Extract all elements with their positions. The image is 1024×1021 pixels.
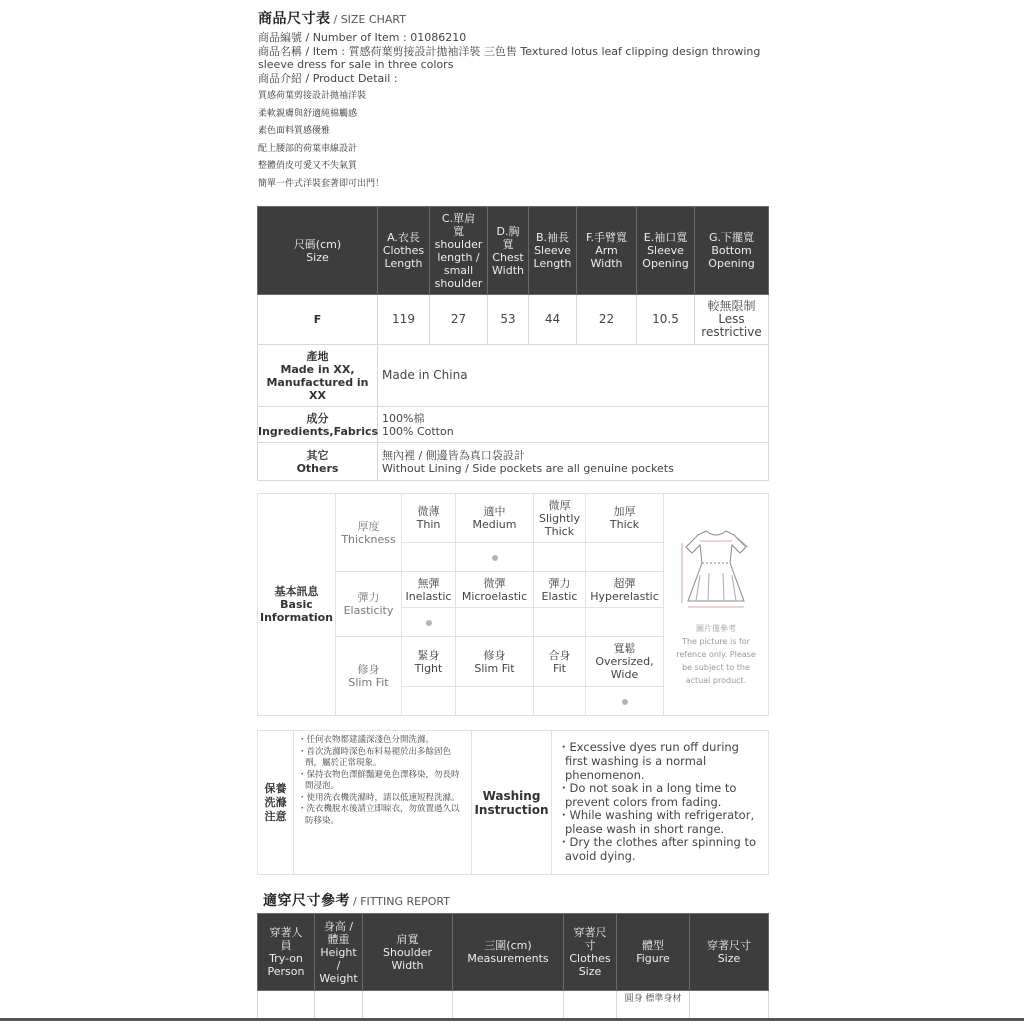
fit-option-tight: 緊身 Tight	[402, 637, 456, 687]
header-bottom-opening: G.下擺寬 Bottom Opening	[695, 207, 769, 295]
header-figure: 體型 Figure	[617, 914, 690, 991]
thickness-option-medium: 適中 Medium	[456, 494, 534, 543]
fitting-row	[258, 991, 769, 1019]
header-clothes-length: A.衣長 Clothes Length	[378, 207, 430, 295]
fitting-table	[257, 913, 769, 1019]
detail-line: 質感荷葉剪接設計拋袖洋裝	[258, 91, 367, 101]
fit-mark-tight	[402, 687, 456, 716]
fit-measurements-cell	[453, 991, 564, 1019]
basic-info-table	[257, 493, 769, 716]
others-value: 無內裡 / 側邊皆為真口袋設計 Without Lining / Side pockets are all genuine pockets	[378, 443, 769, 481]
header-clothes-size: 穿著尺 寸 Clothes Size	[564, 914, 617, 991]
detail-line: 素色面料質感優雅	[258, 126, 331, 137]
header-wear-size: 穿著尺寸 Size	[690, 914, 769, 991]
care-instructions-zh: ・任何衣物都建議深淺色分開洗滌。 ・首次洗滌時深色布料易褪於出多餘固色劑，屬於正常現象。 ・保持衣物色澤鮮豔避免色澤移染，勿長時間浸泡。 ・使用洗衣機洗滌時，請以低速短程洗滌。 ・洗衣機脫水後請立即晾衣，勿放置過久以防移染。	[294, 731, 472, 875]
selected-dot	[426, 620, 432, 626]
elasticity-option-inelastic: 無彈 Inelastic	[402, 572, 456, 608]
fit-mark-oversized	[586, 687, 664, 716]
fitting-report-title-row	[263, 890, 450, 910]
elasticity-mark-elastic	[534, 608, 586, 637]
detail-line: 配上腰部的荷葉車線設計	[258, 143, 358, 154]
fitting-report-title: 適穿尺寸參考	[263, 893, 350, 909]
fabric-row	[258, 407, 769, 443]
product-header	[258, 8, 778, 194]
fitting-header	[258, 914, 769, 991]
fit-mark-fit	[534, 687, 586, 716]
product-detail-label: 商品介紹 / Product Detail :	[258, 72, 398, 85]
header-height-weight: 身高 / 體重 Height / Weight	[315, 914, 363, 991]
elasticity-mark-hyperelastic	[586, 608, 664, 637]
basic-info-label: 基本訊息 Basic Information	[258, 494, 336, 716]
header-sleeve-opening: E.袖口寬 Sleeve Opening	[637, 207, 695, 295]
dress-measurement-diagram	[676, 523, 756, 615]
size-row-f	[258, 295, 769, 345]
header-shoulder-width: 肩寬 Shoulder Width	[363, 914, 453, 991]
fit-option-oversized: 寬鬆 Oversized, Wide	[586, 637, 664, 687]
selected-dot	[622, 699, 628, 705]
clothes-length-value: 119	[378, 295, 430, 345]
thickness-option-thick: 加厚 Thick	[586, 494, 664, 543]
elasticity-option-elastic: 彈力 Elastic	[534, 572, 586, 608]
header-sleeve-length: B.袖長 Sleeve Length	[529, 207, 577, 295]
fit-option-slim-fit: 修身 Slim Fit	[456, 637, 534, 687]
care-label: 保養 洗滌 注意	[258, 731, 294, 875]
fit-size-cell	[690, 991, 769, 1019]
fabric-value: 100%棉 100% Cotton	[378, 407, 769, 443]
fabric-label: 成分 Ingredients,Fabrics	[258, 407, 378, 443]
header-measurements: 三圍(cm) Measurements	[453, 914, 564, 991]
product-detail-list	[258, 88, 778, 194]
others-row	[258, 443, 769, 481]
size-table-header	[258, 207, 769, 295]
detail-line: 簡單一件式洋裝套著即可出門！	[258, 178, 385, 189]
header-chest-width: D.胸 寬 Chest Width	[488, 207, 529, 295]
thickness-mark-thick	[586, 543, 664, 572]
washing-instruction-label: Washing Instruction	[472, 731, 552, 875]
arm-width-value: 22	[577, 295, 637, 345]
item-number: 商品編號 / Number of Item : 01086210	[258, 31, 467, 44]
detail-line: 整體俏皮可愛又不失氣質	[258, 161, 358, 172]
elasticity-mark-microelastic	[456, 608, 534, 637]
thickness-mark-medium	[456, 543, 534, 572]
bottom-opening-value: 較無限制 Less restrictive	[695, 295, 769, 345]
fit-label: 修身 Slim Fit	[336, 637, 402, 716]
picture-note: 圖片僅參考 The picture is for refence only. Please be subject to the actual product.	[676, 623, 756, 685]
fit-height-cell	[315, 991, 363, 1019]
elasticity-option-hyperelastic: 超彈 Hyperelastic	[586, 572, 664, 608]
size-chart-title-row	[258, 8, 778, 28]
sleeve-length-value: 44	[529, 295, 577, 345]
detail-line: 柔軟親膚與舒適純棉觸感	[258, 108, 358, 119]
elasticity-label: 彈力 Elasticity	[336, 572, 402, 637]
fit-person-cell	[258, 991, 315, 1019]
fitting-report-subtitle: / FITTING REPORT	[353, 895, 450, 908]
others-label: 其它 Others	[258, 443, 378, 481]
sleeve-opening-value: 10.5	[637, 295, 695, 345]
size-chart-subtitle: / SIZE CHART	[333, 13, 406, 26]
thickness-option-thin: 微薄 Thin	[402, 494, 456, 543]
origin-label: 產地 Made in XX, Manufactured in XX	[258, 345, 378, 407]
header-shoulder-length: C.單肩 寬 shoulder length / small shoulder	[430, 207, 488, 295]
washing-table	[257, 730, 769, 875]
fit-shoulder-cell	[363, 991, 453, 1019]
size-value: F	[258, 295, 378, 345]
size-chart-title: 商品尺寸表	[258, 11, 331, 27]
elasticity-option-microelastic: 微彈 Microelastic	[456, 572, 534, 608]
shoulder-length-value: 27	[430, 295, 488, 345]
chest-width-value: 53	[488, 295, 529, 345]
care-instructions-en: ・Excessive dyes run off during first washing is a normal phenomenon. ・Do not soak in a long time to prevent colors from fading. ・While washing with refrigerator, please wash in short range. ・Dry the clothes after spinning to avoid dying.	[552, 731, 769, 875]
fit-option-fit: 合身 Fit	[534, 637, 586, 687]
size-table	[257, 206, 769, 481]
dress-diagram	[664, 494, 769, 716]
item-name: 商品名稱 / Item : 質感荷葉剪接設計拋袖洋裝 三色售 Textured lotus leaf clipping design throwing sleeve dress for sale in three colors	[258, 45, 761, 71]
selected-dot	[492, 555, 498, 561]
thickness-mark-thin	[402, 543, 456, 572]
thickness-label: 厚度 Thickness	[336, 494, 402, 572]
header-size: 尺碼(cm) Size	[258, 207, 378, 295]
origin-value: Made in China	[378, 345, 769, 407]
fit-mark-slim-fit	[456, 687, 534, 716]
header-arm-width: F.手臂寬 Arm Width	[577, 207, 637, 295]
fit-figure-cell: 圓身 標準身材	[617, 991, 690, 1019]
fit-clothes-size-cell	[564, 991, 617, 1019]
thickness-mark-slightly-thick	[534, 543, 586, 572]
origin-row	[258, 345, 769, 407]
thickness-option-slightly-thick: 微厚 Slightly Thick	[534, 494, 586, 543]
header-try-on-person: 穿著人 員 Try-on Person	[258, 914, 315, 991]
elasticity-mark-inelastic	[402, 608, 456, 637]
